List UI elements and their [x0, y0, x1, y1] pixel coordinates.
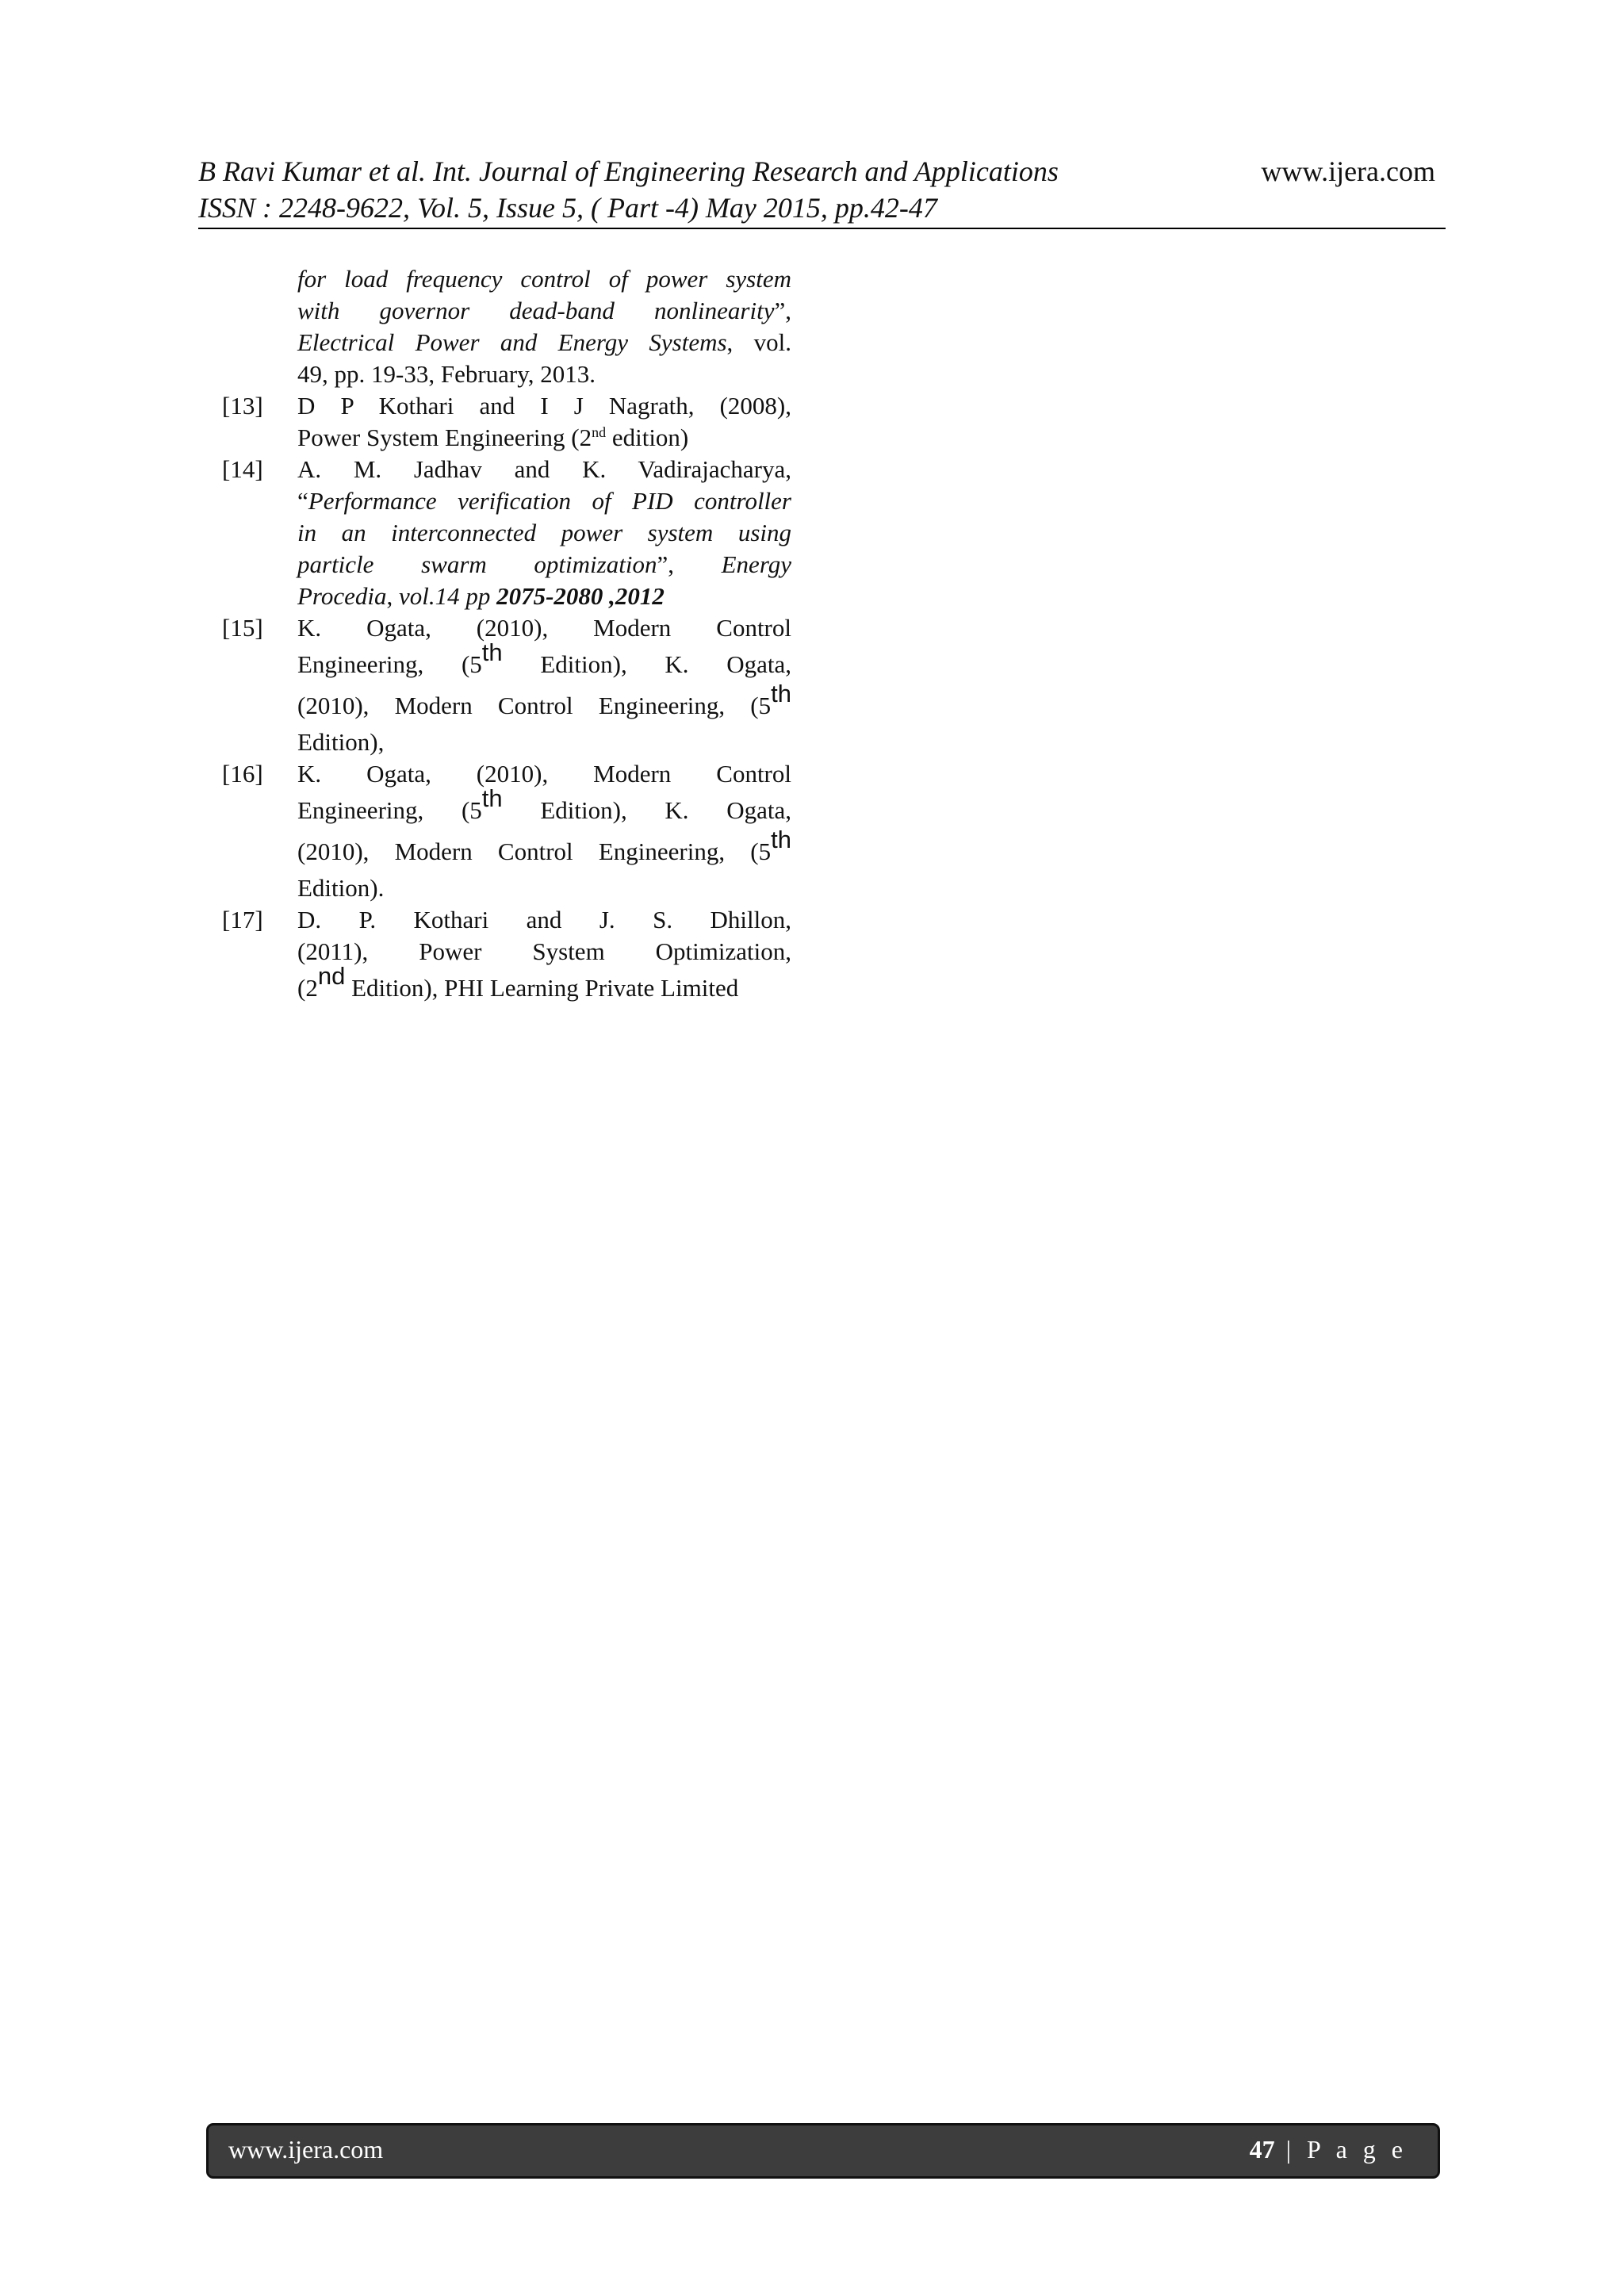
ref17-number: [17] [222, 906, 263, 933]
running-header [198, 155, 1446, 224]
ref15-line4: Edition), [297, 728, 385, 756]
ref17-line3: (2nd Edition), PHI Learning Private Limited [297, 962, 739, 1002]
ref14-title-line2: in an interconnected power system using [297, 519, 791, 546]
ref16-line2: Engineering, (5th Edition), K. Ogata, [297, 784, 791, 824]
ref12-journal-line: Electrical Power and Energy Systems, vol. [297, 328, 791, 356]
reference-list [222, 263, 791, 1009]
ref15-line3: (2010), Modern Control Engineering, (5th [297, 680, 791, 719]
ref14-number: [14] [222, 455, 263, 483]
ref17-line1: D. P. Kothari and J. S. Dhillon, [297, 906, 791, 933]
footer-website: www.ijera.com [228, 2135, 384, 2164]
ref16-number: [16] [222, 760, 263, 788]
header-website: www.ijera.com [1261, 155, 1435, 187]
reference-14 [222, 454, 791, 612]
ref14-title-line3: particle swarm optimization”, Energy [297, 550, 791, 578]
ref15-number: [15] [222, 614, 263, 642]
page-footer [206, 2123, 1440, 2179]
ref12-title-line1: for load frequency control of power system [297, 265, 791, 293]
ref15-line2: Engineering, (5th Edition), K. Ogata, [297, 638, 791, 678]
ref14-title-line1: “Performance verification of PID controller [297, 487, 791, 515]
journal-citation: B Ravi Kumar et al. Int. Journal of Engineering Research and Applications [198, 155, 1059, 187]
reference-17 [222, 904, 791, 1009]
ref13-line2: Power System Engineering (2nd edition) [297, 424, 689, 451]
page-number: 47 | P a g e [1249, 2135, 1408, 2164]
reference-13 [222, 390, 791, 454]
ref16-line3: (2010), Modern Control Engineering, (5th [297, 826, 791, 865]
ref14-journal-line: Procedia, vol.14 pp 2075-2080 ,2012 [297, 582, 665, 610]
ref14-authors: A. M. Jadhav and K. Vadirajacharya, [297, 455, 791, 483]
ref12-title-line2: with governor dead-band nonlinearity”, [297, 297, 791, 324]
ref17-line2: (2011), Power System Optimization, [297, 937, 791, 965]
reference-15 [222, 612, 791, 758]
ref16-line4: Edition). [297, 874, 385, 902]
ref12-details: 49, pp. 19-33, February, 2013. [297, 360, 596, 388]
header-divider [198, 228, 1446, 229]
reference-12-continued [222, 263, 791, 390]
issn-line: ISSN : 2248-9622, Vol. 5, Issue 5, ( Part -4) May 2015, pp.42-47 [198, 192, 937, 224]
ref16-line1: K. Ogata, (2010), Modern Control [297, 760, 791, 788]
ref15-line1: K. Ogata, (2010), Modern Control [297, 614, 791, 642]
ref13-line1: D P Kothari and I J Nagrath, (2008), [297, 392, 791, 420]
ref13-number: [13] [222, 392, 263, 420]
reference-16 [222, 758, 791, 904]
